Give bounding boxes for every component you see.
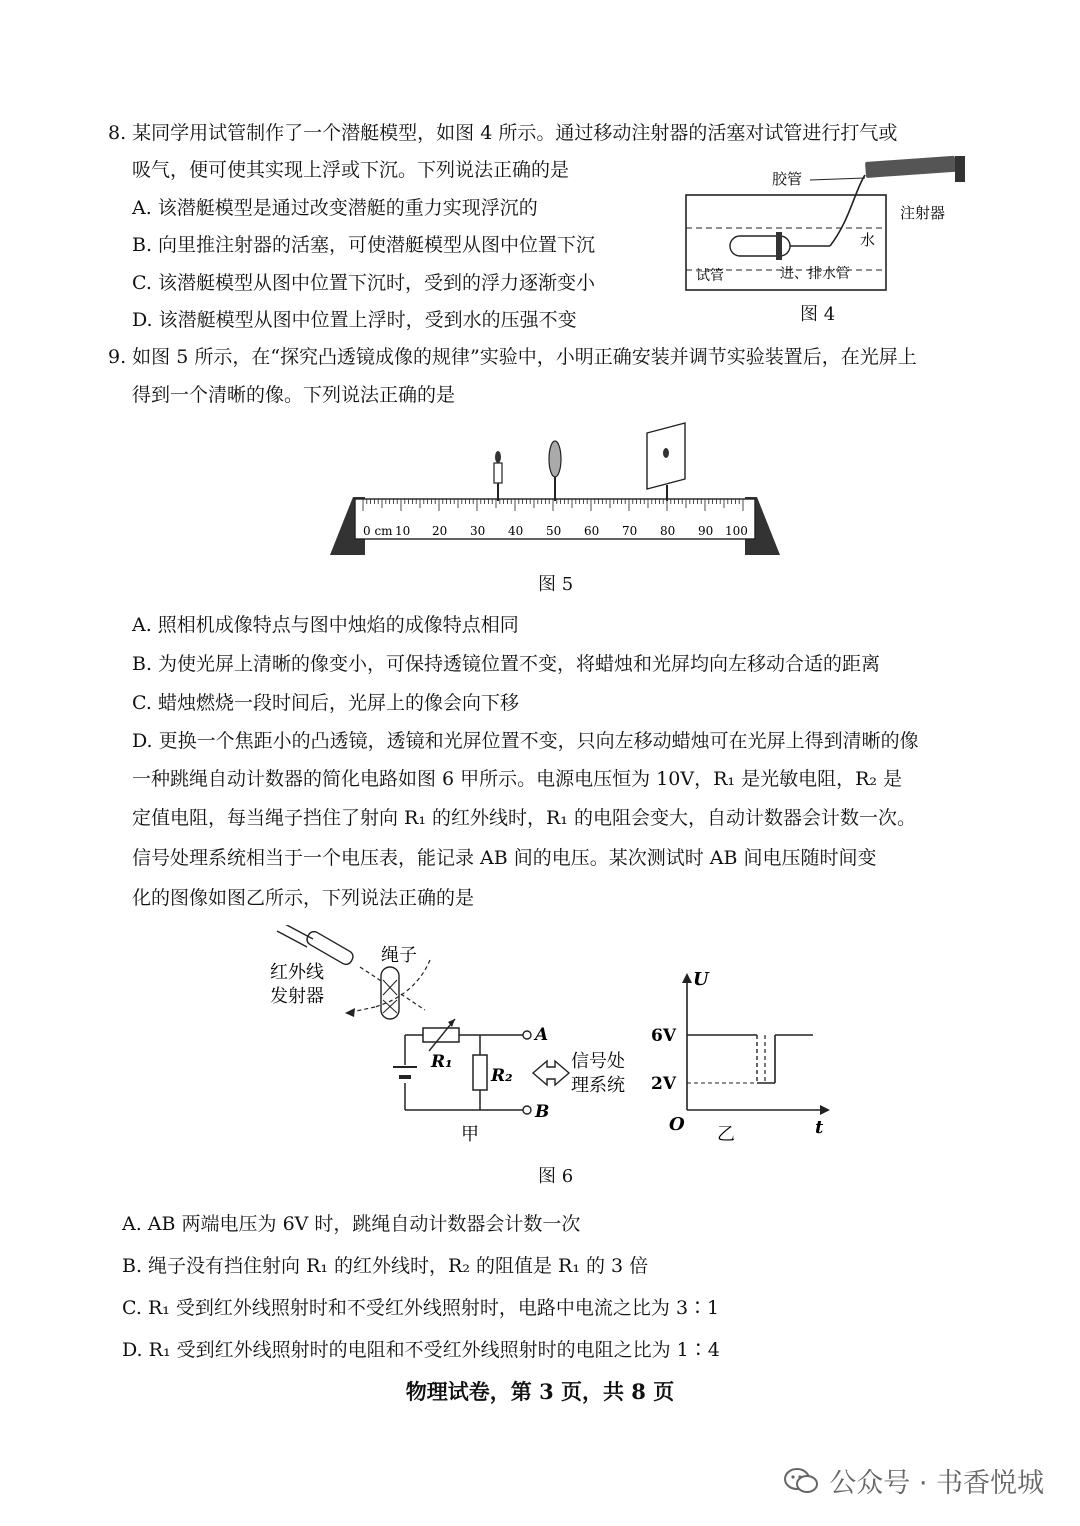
- q9-option-d: D. 更换一个焦距小的凸透镜，透镜和光屏位置不变，只向左移动蜡烛可在光屏上得到清晰的像: [132, 730, 919, 752]
- figure-6-label-jia: 甲: [461, 1124, 479, 1145]
- q9-option-a: A. 照相机成像特点与图中烛焰的成像特点相同: [132, 614, 519, 636]
- page-footer: 物理试卷，第 3 页，共 8 页: [405, 1379, 675, 1404]
- figure-6-label-emitter-line2: 发射器: [270, 986, 324, 1007]
- candle-icon: [494, 451, 502, 501]
- ruler-label-80: 80: [660, 524, 676, 538]
- q10-stem-line3: 信号处理系统相当于一个电压表，能记录 AB 间的电压。某次测试时 AB 间电压随时间变: [132, 847, 877, 869]
- figure-6-label-emitter-line1: 红外线: [270, 962, 324, 983]
- signal-arrow-icon: [533, 1061, 569, 1085]
- ruler-label-20: 20: [432, 524, 448, 538]
- ruler-label-100: 100: [725, 524, 748, 538]
- convex-lens-icon: [549, 441, 561, 501]
- ruler-label-40: 40: [508, 524, 524, 538]
- figure-4-label-syringe: 注射器: [900, 204, 946, 222]
- rope-icon: [381, 967, 399, 1019]
- q9-stem-line1: 9. 如图 5 所示，在“探究凸透镜成像的规律”实验中，小明正确安装并调节实验装置后，在光屏上: [108, 346, 917, 368]
- q10-option-b: B. 绳子没有挡住射向 R₁ 的红外线时，R₂ 的阻值是 R₁ 的 3 倍: [122, 1255, 649, 1277]
- figure-6-label-yi: 乙: [717, 1124, 735, 1145]
- figure-6-label-a: A: [535, 1025, 549, 1045]
- figure-4-submarine-diagram: [680, 150, 980, 300]
- figure-5-caption: 图 5: [538, 574, 574, 595]
- q8-option-a: A. 该潜艇模型是通过改变潜艇的重力实现浮沉的: [132, 197, 538, 219]
- watermark: [783, 1461, 1044, 1500]
- figure-4-caption: 图 4: [800, 304, 836, 325]
- q10-option-a: A. AB 两端电压为 6V 时，跳绳自动计数器会计数一次: [122, 1213, 581, 1235]
- ruler-label-70: 70: [622, 524, 638, 538]
- q8-option-d: D. 该潜艇模型从图中位置上浮时，受到水的压强不变: [132, 309, 577, 331]
- figure-4-label-pipe: 进、排水管: [780, 266, 850, 282]
- r1-variable-resistor-icon: [423, 1028, 459, 1042]
- figure-6-label-rope: 绳子: [381, 945, 417, 966]
- r2-resistor-icon: [473, 1055, 487, 1090]
- q10-stem-line1: 一种跳绳自动计数器的简化电路如图 6 甲所示。电源电压恒为 10V，R₁ 是光敏电阻，R₂ 是: [132, 768, 903, 790]
- ruler-label-90: 90: [698, 524, 714, 538]
- infrared-emitter-icon: [277, 925, 355, 967]
- ruler-label-60: 60: [584, 524, 600, 538]
- ruler-label-50: 50: [546, 524, 562, 538]
- figure-6-caption: 图 6: [538, 1166, 574, 1187]
- q10-option-c: C. R₁ 受到红外线照射时和不受红外线照射时，电路中电流之比为 3∶1: [122, 1297, 720, 1319]
- ruler-label-30: 30: [470, 524, 486, 538]
- q8-option-b: B. 向里推注射器的活塞，可使潜艇模型从图中位置下沉: [132, 234, 596, 256]
- figure-6-label-t: t: [815, 1117, 824, 1138]
- q10-option-d: D. R₁ 受到红外线照射时的电阻和不受红外线照射时的电阻之比为 1∶4: [122, 1339, 720, 1361]
- q8-stem-line1: 8. 某同学用试管制作了一个潜艇模型，如图 4 所示。通过移动注射器的活塞对试管进行打气或: [108, 122, 898, 144]
- figure-6-label-r1: R₁: [431, 1052, 453, 1072]
- figure-4-label-water: 水: [860, 231, 876, 249]
- q9-option-c: C. 蜡烛燃烧一段时间后，光屏上的像会向下移: [132, 692, 519, 714]
- figure-4-label-tube: 试管: [696, 268, 724, 284]
- figure-5-optical-bench: [325, 415, 785, 560]
- watermark-text: 公众号 · 书香悦城: [829, 1468, 1044, 1499]
- ruler-label-0: 0 cm: [363, 524, 393, 538]
- q10-stem-line4: 化的图像如图乙所示，下列说法正确的是: [132, 887, 475, 909]
- q9-option-b: B. 为使光屏上清晰的像变小，可保持透镜位置不变，将蜡烛和光屏均向左移动合适的距离: [132, 653, 881, 675]
- figure-6-label-signal-line1: 信号处: [571, 1051, 625, 1072]
- figure-6-label-b: B: [535, 1102, 550, 1122]
- q8-option-c: C. 该潜艇模型从图中位置下沉时，受到的浮力逐渐变小: [132, 272, 595, 294]
- q9-stem-line2: 得到一个清晰的像。下列说法正确的是: [132, 384, 456, 406]
- voltage-time-graph: [682, 973, 830, 1115]
- wechat-icon: [783, 1466, 819, 1496]
- figure-6-label-u: U: [693, 969, 709, 990]
- figure-6-label-r2: R₂: [491, 1066, 513, 1086]
- figure-6-circuit-and-graph: [265, 925, 845, 1150]
- q8-stem-line2: 吸气，便可使其实现上浮或下沉。下列说法正确的是: [132, 159, 570, 181]
- figure-6-label-o: O: [669, 1114, 685, 1135]
- light-screen-icon: [647, 423, 685, 501]
- figure-4-label-hose: 胶管: [772, 170, 803, 188]
- figure-6-label-6v: 6V: [651, 1026, 677, 1046]
- figure-6-label-signal-line2: 理系统: [571, 1075, 625, 1096]
- ruler-label-10: 10: [395, 524, 411, 538]
- q10-stem-line2: 定值电阻，每当绳子挡住了射向 R₁ 的红外线时，R₁ 的电阻会变大，自动计数器会计数一次。: [132, 807, 916, 829]
- figure-6-label-2v: 2V: [651, 1074, 677, 1094]
